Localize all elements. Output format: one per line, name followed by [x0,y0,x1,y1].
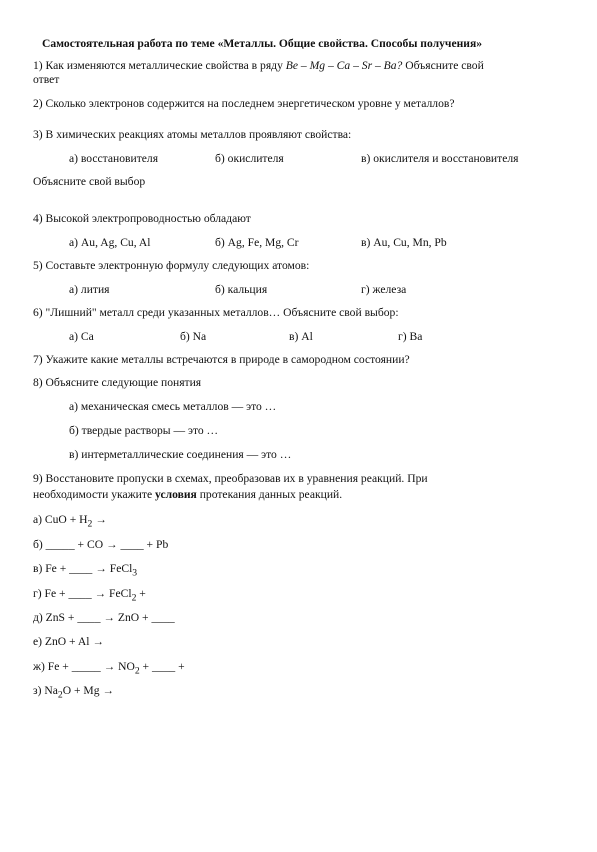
scheme-d-text: д) ZnS + ____ → ZnO + ____ [33,611,175,624]
scheme-d [33,611,175,625]
question-4: 4) Высокой электропроводностью обладают [33,212,251,225]
question-6-option-d: г) Ba [398,330,423,343]
question-1-suffix: Объясните свой [402,59,484,72]
question-8-item-b: б) твердые растворы — это … [69,424,219,437]
question-5-option-c: г) железа [361,283,407,296]
page-title: Самостоятельная работа по теме «Металлы. Общие свойства. Способы получения» [42,37,483,50]
scheme-b [33,538,168,552]
question-7: 7) Укажите какие металлы встречаются в природе в самородном состоянии? [33,353,410,366]
scheme-z-subscript: 2 [57,689,63,701]
scheme-z-tail: O + Mg → [62,684,114,697]
question-6: 6) "Лишний" металл среди указанных металлов… Объясните свой выбор: [33,306,399,319]
question-9-bold-conditions: условия [155,488,197,501]
question-4-option-c: в) Au, Cu, Mn, Pb [361,236,447,249]
question-8-item-c: в) интерметаллические соединения — это … [69,448,292,461]
question-3: 3) В химических реакциях атомы металлов проявляют свойства: [33,128,352,141]
scheme-v-text: в) Fe + ____ → FeCl [33,562,133,575]
scheme-zh-subscript: 2 [134,665,140,677]
question-6-option-a: а) Ca [69,330,94,343]
scheme-g [33,587,146,604]
question-3-option-b: б) окислителя [215,152,284,165]
scheme-e-text: е) ZnO + Al → [33,635,104,648]
question-2: 2) Сколько электронов содержится на последнем энергетическом уровне у металлов? [33,97,455,110]
question-1 [33,59,484,73]
scheme-z [33,684,114,701]
scheme-v [33,562,137,579]
question-1-continuation: ответ [33,73,60,86]
question-3-option-a: а) восстановителя [69,152,159,165]
question-5-option-b: б) кальция [215,283,268,296]
scheme-zh-tail: + ____ + [139,660,185,673]
scheme-v-subscript: 3 [132,567,138,579]
question-8-item-a: а) механическая смесь металлов — это … [69,400,277,413]
scheme-a-text: а) CuO + H [33,513,88,526]
question-5-option-a: а) лития [69,283,110,296]
question-5: 5) Составьте электронную формулу следующих атомов: [33,259,310,272]
question-9-text: необходимости укажите [33,488,155,501]
question-8: 8) Объясните следующие понятия [33,376,202,389]
scheme-g-subscript: 2 [131,592,137,604]
question-6-option-b: б) Na [180,330,207,343]
question-4-option-b: б) Ag, Fe, Mg, Cr [215,236,299,249]
scheme-a-arrow: → [92,513,107,526]
scheme-b-text: б) _____ + CO → ____ + Pb [33,538,169,551]
question-1-series: Be – Mg – Ca – Sr – Ba? [285,59,403,72]
scheme-a [33,513,107,530]
scheme-zh [33,660,185,677]
question-3-note: Объясните свой выбор [33,175,146,188]
scheme-zh-text: ж) Fe + _____ → NO [33,660,135,673]
scheme-a-subscript: 2 [87,518,93,530]
question-9-text-end: протекания данных реакций. [196,488,343,501]
question-9: 9) Восстановите пропуски в схемах, преобразовав их в уравнения реакций. При [33,472,428,485]
question-9-continuation [33,488,342,502]
question-4-option-a: а) Au, Ag, Cu, Al [69,236,151,249]
scheme-g-text: г) Fe + ____ → FeCl [33,587,132,600]
question-1-prefix: 1) Как изменяются металлические свойства в ряду [33,59,286,72]
question-6-option-c: в) Al [289,330,313,343]
scheme-e [33,635,104,649]
scheme-z-text: з) Na [33,684,58,697]
scheme-g-tail: + [136,587,146,600]
question-3-option-c: в) окислителя и восстановителя [361,152,519,165]
